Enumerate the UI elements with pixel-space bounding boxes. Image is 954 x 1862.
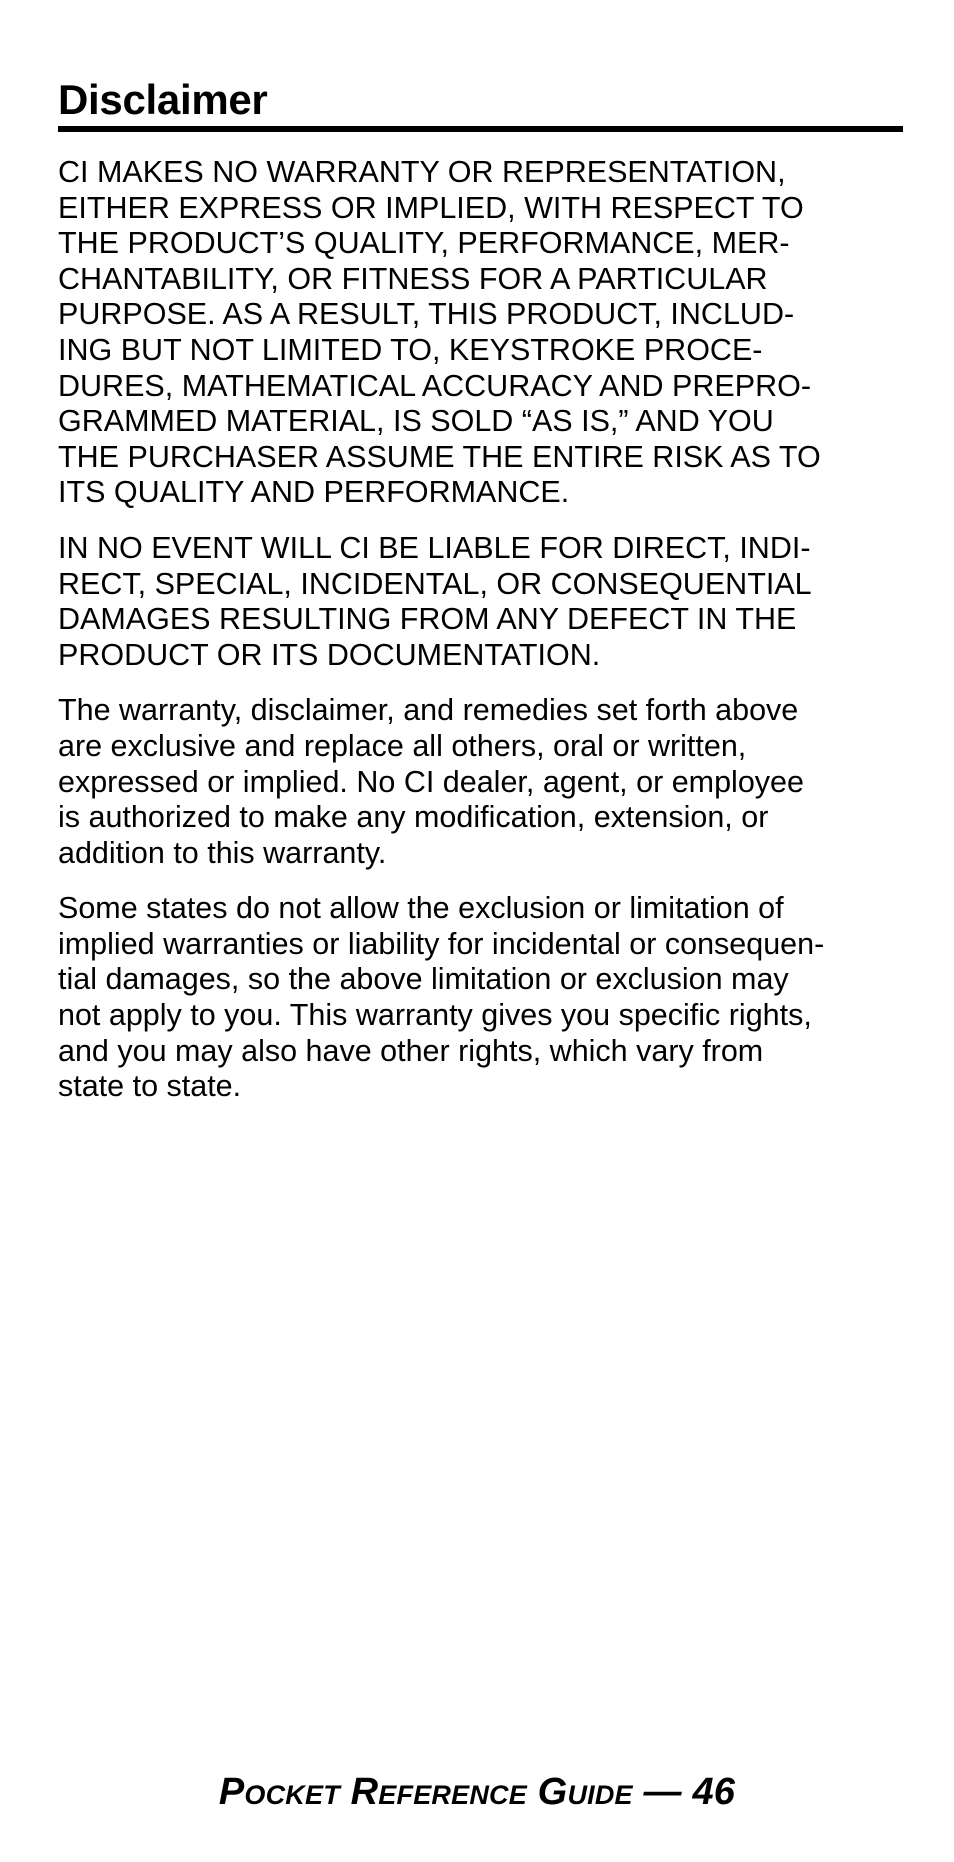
- text-line: THE PRODUCT’S QUALITY, PERFORMANCE, MER-: [58, 226, 790, 261]
- paragraph-exclusive-remedies: [58, 693, 908, 871]
- page-footer: Pocket Reference Guide — 46: [218, 1771, 736, 1813]
- text-line: tial damages, so the above limitation or exclusion may: [58, 962, 789, 997]
- text-line: RECT, SPECIAL, INCIDENTAL, OR CONSEQUENTIAL: [58, 566, 812, 601]
- text-line: PRODUCT OR ITS DOCUMENTATION.: [58, 637, 601, 672]
- text-line: The warranty, disclaimer, and remedies set forth above: [58, 693, 799, 728]
- text-line: CI MAKES NO WARRANTY OR REPRESENTATION,: [58, 155, 786, 189]
- text-line: ITS QUALITY AND PERFORMANCE.: [58, 475, 570, 510]
- text-line: DAMAGES RESULTING FROM ANY DEFECT IN THE: [58, 602, 797, 637]
- text-line: expressed or implied. No CI dealer, agent, or employee: [58, 764, 804, 799]
- text-line: ING BUT NOT LIMITED TO, KEYSTROKE PROCE-: [58, 332, 763, 367]
- text-line: addition to this warranty.: [58, 835, 387, 870]
- text-line: Some states do not allow the exclusion or limitation of: [58, 891, 784, 926]
- text-line: EITHER EXPRESS OR IMPLIED, WITH RESPECT TO: [58, 190, 804, 225]
- text-line: state to state.: [58, 1069, 242, 1104]
- text-line: CHANTABILITY, OR FITNESS FOR A PARTICULAR: [58, 261, 768, 296]
- paragraph-state-rights: [58, 891, 908, 1105]
- text-line: is authorized to make any modification, extension, or: [58, 800, 769, 835]
- text-line: implied warranties or liability for incidental or consequen-: [58, 926, 825, 961]
- text-line: DURES, MATHEMATICAL ACCURACY AND PREPRO-: [58, 368, 812, 403]
- title-rule: [58, 126, 903, 132]
- text-line: THE PURCHASER ASSUME THE ENTIRE RISK AS TO: [58, 439, 821, 474]
- text-line: PURPOSE. AS A RESULT, THIS PRODUCT, INCLUD-: [58, 297, 795, 332]
- text-line: IN NO EVENT WILL CI BE LIABLE FOR DIRECT, INDI-: [58, 530, 811, 565]
- paragraph-liability: [58, 531, 908, 673]
- page-title: Disclaimer: [58, 76, 268, 123]
- text-line: and you may also have other rights, which vary from: [58, 1033, 764, 1068]
- paragraph-warranty-disclaimer: [58, 155, 908, 511]
- text-line: not apply to you. This warranty gives you specific rights,: [58, 998, 812, 1033]
- text-line: GRAMMED MATERIAL, IS SOLD “AS IS,” AND YOU: [58, 404, 774, 439]
- text-line: are exclusive and replace all others, oral or written,: [58, 728, 747, 763]
- disclaimer-body: [58, 155, 908, 1125]
